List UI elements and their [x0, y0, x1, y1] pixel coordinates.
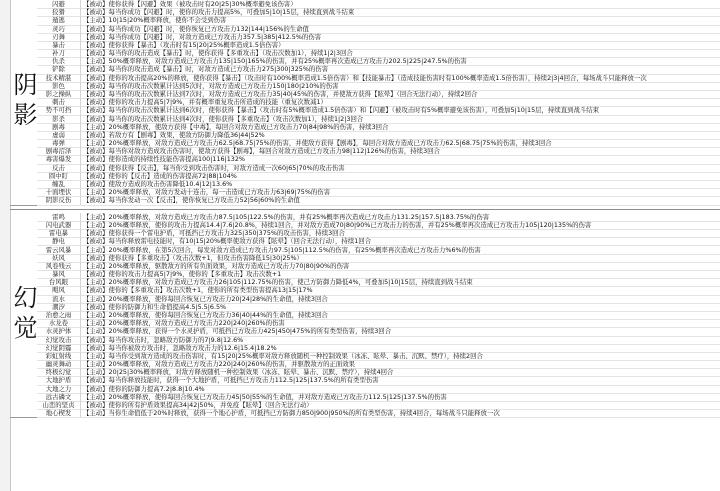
- skill-name-cell[interactable]: 山峦的坚贞: [37, 401, 81, 409]
- skill-description-cell[interactable]: 【被动】使你的所有护盾效果提高34|42|50%，并免疫【眩晕】（回合无法行动）: [83, 400, 313, 409]
- skill-description-cell[interactable]: 【被动】使你获得【反击】，每当你受到攻击伤害时，对敌方造成一次60|65|70%的攻击伤害: [83, 163, 345, 172]
- skill-description-cell[interactable]: 【被动】每当你的攻击次数累计达到6次时，使你获得【暴击】（攻击时有5%概率造成1.5倍伤害）和【闪避】（被攻击时有5%概率避免该伤害），可叠加5|10|15层，持续直到战斗结束: [83, 106, 600, 115]
- skill-description-cell[interactable]: 【被动】每当你对敌方造成攻击伤害时，使敌方获得【剧毒】，每回合对敌方造成已方攻击力98|112|126%的伤害，持续3回合: [83, 147, 440, 156]
- skill-name-cell[interactable]: 飓风: [37, 286, 81, 294]
- skill-name-cell[interactable]: 治愈之雨: [37, 311, 81, 319]
- row-number: [0, 98, 10, 106]
- skill-name-cell[interactable]: 铲除: [37, 65, 81, 73]
- skill-name-cell[interactable]: 大地护盾: [37, 376, 81, 384]
- skill-description-cell[interactable]: 【主动】20%概率释放，对敌方发动十连击，每一击造成已方攻击力63|69|75%的伤害: [83, 188, 331, 197]
- skill-description-cell[interactable]: 【主动】10|15|20%概率释放，使你不会受到伤害: [83, 16, 227, 25]
- row-number: [0, 213, 10, 221]
- skill-name-cell[interactable]: 暴击: [37, 41, 81, 49]
- row-number: [0, 246, 10, 254]
- skill-description-cell[interactable]: 【主动】20%概率释放，使你每回合恢复已方攻击力20|24|28%的生命值，持续3回合: [83, 294, 328, 303]
- skill-description-cell[interactable]: 【被动】使敌方造成的攻击伤害降低10.4|12|13.6%: [83, 180, 233, 189]
- skill-description-cell[interactable]: 【被动】使你的攻击力提高5|7|9%，使你的【多重攻击】攻击次数+1: [83, 270, 282, 279]
- skill-description-cell[interactable]: 【主动】20%概率释放，对敌方造成已方攻击力220|240|260%的伤害，并驱散敌方的正面效果: [83, 360, 356, 369]
- skill-description-cell[interactable]: 【主动】20%概率释放，使你每回合恢复已方攻击力45|50|55%的生命值，并对敌方造成已方攻击力112.5|125|137.5%的伤害: [83, 392, 447, 401]
- skill-name-cell[interactable]: 大地之力: [37, 385, 81, 393]
- row-number: [0, 393, 10, 401]
- row-number: [0, 327, 10, 335]
- skill-description-cell[interactable]: 【被动】每当你发动一次【反击】，使你恢复已方攻击力52|56|60%的生命值: [83, 196, 300, 205]
- skill-description-cell[interactable]: 【被动】使你的攻击力提高5|7|9%，并有概率重复攻击所造成的技能（重复次数减1）: [83, 98, 327, 107]
- skill-description-cell[interactable]: 【主动】20|25|30%概率释放，对敌方释放随机一种控制效果（冰冻、眩晕、暴击、沉默、禁疗），持续4回合: [83, 368, 394, 377]
- row-number: [0, 115, 10, 123]
- skill-description-cell[interactable]: 【被动】每当你的攻击次数累计达到7次时，对敌方造成已方攻击力35|40|45%的伤害，并使敌方获得【眩晕】（回合无法行动），持续2回合: [83, 90, 478, 99]
- row-number: [0, 270, 10, 278]
- table-row[interactable]: [37, 196, 720, 205]
- skill-name-cell[interactable]: 刺击: [37, 98, 81, 106]
- skill-name-cell[interactable]: 技术精湛: [37, 74, 81, 82]
- row-number: [0, 368, 10, 376]
- row-number: [0, 172, 10, 180]
- row-number: [0, 303, 10, 311]
- skill-name-cell[interactable]: 流水: [37, 295, 81, 303]
- skill-description-cell[interactable]: 【被动】每当你释放雷电技能时，有10|15|20%概率使敌方获得【眩晕】（回合无法行动），持续1回合: [83, 237, 372, 246]
- row-number: [0, 65, 10, 73]
- skill-description-cell[interactable]: 【被动】每当你攻击时，忽略敌方防御力的7|9.8|12.6%: [83, 335, 244, 344]
- skill-name-cell[interactable]: 刃舞: [37, 33, 81, 41]
- skill-description-cell[interactable]: 【主动】20%概率释放，使你的攻击力提高14.4|7.6|20.8%，持续1回合，并对敌方造成70|80|90%已方攻击力的伤害，并有25%概率再次造成已方攻击力105|120|135%的伤害: [83, 220, 592, 229]
- category-title: 阴影: [9, 72, 37, 133]
- skill-name-cell[interactable]: 阴影反伤: [37, 196, 81, 204]
- skill-name-cell[interactable]: 彩虹射线: [37, 352, 81, 360]
- row-number: [0, 41, 10, 49]
- skill-description-cell[interactable]: 【主动】20%概率释放，使你每回合恢复已方攻击力36|40|44%的生命值，持续3回合: [83, 310, 328, 319]
- skill-name-cell[interactable]: 毒害爆发: [37, 155, 81, 163]
- skill-name-cell[interactable]: 遁逃: [37, 16, 81, 24]
- row-number: [0, 188, 10, 196]
- skill-name-cell[interactable]: 静电: [37, 237, 81, 245]
- skill-name-cell[interactable]: 闪电武器: [37, 221, 81, 229]
- skill-name-cell[interactable]: 仇杀: [37, 57, 81, 65]
- skill-description-cell[interactable]: 【被动】使你的【多重攻击】攻击次数+1，使你的所有类型伤害提高13|15|17%: [83, 286, 313, 295]
- row-number: [0, 57, 10, 65]
- skill-name-cell[interactable]: 潮汐: [37, 303, 81, 311]
- row-number: [0, 74, 10, 82]
- skill-name-cell[interactable]: 地心楔发: [37, 409, 81, 417]
- skill-description-cell[interactable]: 【主动】20%概率释放，对敌方造成已方攻击力220|240|260%的伤害: [83, 319, 285, 328]
- skill-name-cell[interactable]: 雷云风暴: [37, 246, 81, 254]
- row-number: [0, 376, 10, 384]
- row-number: [0, 139, 10, 147]
- skill-name-cell[interactable]: 灵巧: [37, 25, 81, 33]
- skill-description-cell[interactable]: 【被动】每当你的攻击次数累计达到5次时，对敌方造成已方攻击力150|180|210%的伤害: [83, 81, 339, 90]
- row-number: [0, 401, 10, 409]
- skill-description-cell[interactable]: 【被动】使你的防御力和生命值提高4.5|5.5|6.5%: [83, 302, 227, 311]
- skill-name-cell[interactable]: 剧毒: [37, 123, 81, 131]
- skill-description-cell[interactable]: 【被动】使你获得一个雷电护盾，可抵挡已方攻击力325|350|375%的攻击伤害，持续3回合: [83, 229, 345, 238]
- skill-description-cell[interactable]: 【被动】使你的防御力提高7.2|8.8|10.4%: [83, 384, 205, 393]
- skill-description-cell[interactable]: 【被动】使你获得【闪避】效果（被攻击时有20|25|30%概率避免该伤害）: [83, 0, 297, 8]
- skill-description-cell[interactable]: 【主动】20%概率释放，对敌方造成已方攻击力87.5|105|122.5%的伤害，并有25%概率再次造成已方攻击力131.25|157.5|183.75%的伤害: [83, 212, 490, 221]
- group-divider: [10, 209, 720, 210]
- skill-description-cell[interactable]: 【被动】每当你的攻击造成【暴击】时，对敌方造成已方攻击力275|300|325%的伤害: [83, 65, 329, 74]
- row-number: [0, 319, 10, 327]
- skill-name-cell[interactable]: 影之操纵: [37, 90, 81, 98]
- row-number: [0, 254, 10, 262]
- skill-name-cell[interactable]: 水龙卷: [37, 319, 81, 327]
- row-number: [0, 278, 10, 286]
- row-number: [0, 336, 10, 344]
- skill-name-cell[interactable]: 影色: [37, 82, 81, 90]
- row-number: [0, 180, 10, 188]
- skill-name-cell[interactable]: 圆中盯: [37, 172, 81, 180]
- row-number: [0, 352, 10, 360]
- row-number: [0, 237, 10, 245]
- skill-name-cell[interactable]: 远古磷文: [37, 393, 81, 401]
- skill-name-cell[interactable]: 反击: [37, 164, 81, 172]
- skill-name-cell[interactable]: 风卷残云: [37, 262, 81, 270]
- skill-description-cell[interactable]: 【主动】50%概率释放，对敌方造成已方攻击力135|150|165%的伤害，并有25%概率再次造成已方攻击力202.5|225|247.5%的伤害: [83, 57, 467, 66]
- skill-name-cell[interactable]: 缠乱: [37, 180, 81, 188]
- skill-description-cell[interactable]: 【被动】每当你成功【闪避】时，使你恢复已方攻击力132|144|156%的生命值: [83, 24, 309, 33]
- skill-name-cell[interactable]: 势不可挡: [37, 106, 81, 114]
- skill-description-cell[interactable]: 【主动】20%概率释放，对敌方造成已方攻击力26|105|112.75%的伤害，使己方防御力降低4%，可叠加5|10|15层，持续直到战斗结束: [83, 278, 473, 287]
- skill-name-cell[interactable]: 台风眼: [37, 278, 81, 286]
- skill-description-cell[interactable]: 【主动】20%概率释放，获得一个水灵护盾，可抵挡已方攻击力425|450|475%的所有类型伤害，持续3回合: [83, 327, 392, 336]
- skill-description-cell[interactable]: 【被动】每当你释放技能时，获得一个大地护盾，可抵挡已方攻击力112.5|125|137.5%的所有类型伤害: [83, 376, 379, 385]
- row-number: [0, 229, 10, 237]
- row-number: [0, 409, 10, 417]
- row-number: [0, 82, 10, 90]
- skill-description-cell[interactable]: 【被动】使你的【反击】造成的伤害提高72|88|104%: [83, 171, 237, 180]
- row-number: [0, 360, 10, 368]
- skill-description-cell[interactable]: 【主动】20%概率释放，使敌方获得【中毒】，每回合对敌方造成已方攻击力70|84|98%的伤害，持续3回合: [83, 122, 389, 131]
- skill-name-cell[interactable]: 妖风: [37, 254, 81, 262]
- skill-name-cell[interactable]: 幻觉攻击: [37, 336, 81, 344]
- table-row[interactable]: [37, 409, 720, 418]
- skill-description-cell[interactable]: 【主动】20%概率释放，在第5次回合，每发对敌方造成已方攻击力97.5|105|112.5%的伤害，有25%概率再次造成已方攻击力%6%的伤害: [83, 245, 481, 254]
- row-number: [0, 164, 10, 172]
- skill-name-cell[interactable]: 雷鸣: [37, 213, 81, 221]
- skill-description-cell[interactable]: 【被动】使你获得【多重攻击】（攻击次数+1，但攻击伤害降低15|30|25%）: [83, 253, 303, 262]
- row-number: [0, 221, 10, 229]
- skill-name-cell[interactable]: 补刀: [37, 49, 81, 57]
- row-number: [0, 196, 10, 204]
- row-number: [0, 33, 10, 41]
- skill-name-cell[interactable]: 虚弱: [37, 131, 81, 139]
- row-number: [0, 147, 10, 155]
- row-number: [0, 123, 10, 131]
- skill-description-cell[interactable]: 【被动】每当你的攻击次数累计达到4次时，使你获得【多重攻击】（攻击次数加1），持续1|2|3回合: [83, 114, 364, 123]
- row-number: [0, 155, 10, 163]
- row-number: [0, 262, 10, 270]
- skill-name-cell[interactable]: 终极幻觉: [37, 368, 81, 376]
- skill-name-cell[interactable]: 闪避: [37, 0, 81, 8]
- row-number: [0, 344, 10, 352]
- category-label-cell[interactable]: [10, 213, 37, 419]
- skill-name-cell[interactable]: 雷电暴: [37, 229, 81, 237]
- skill-description-cell[interactable]: 【主动】20%概率释放，驱散敌方的所有负面效果，对敌方造成已方攻击力70|80|90%的伤害: [83, 261, 350, 270]
- skill-name-cell[interactable]: 暴风: [37, 270, 81, 278]
- skill-description-cell[interactable]: 【被动】每当你的攻击造成【暴击】时，使你获得【多重攻击】（攻击次数加1），持续1|2|3回合: [83, 49, 353, 58]
- category-label-cell[interactable]: [10, 0, 37, 206]
- skill-name-cell[interactable]: 影杀: [37, 115, 81, 123]
- skill-name-cell[interactable]: 十面埋伏: [37, 188, 81, 196]
- row-number: [0, 25, 10, 33]
- row-number: [0, 16, 10, 24]
- skill-name-cell[interactable]: 毒弹: [37, 139, 81, 147]
- row-number: [0, 311, 10, 319]
- skill-name-cell[interactable]: 幽灵舞动: [37, 360, 81, 368]
- skill-description-cell[interactable]: 【被动】使你获得【暴击】（攻击时有15|20|25%概率造成1.5倍伤害）: [83, 40, 285, 49]
- skill-description-cell[interactable]: 【被动】若敌方有【剧毒】效果，使敌方防御力降低36|44|52%: [83, 130, 265, 139]
- row-number: [0, 0, 10, 8]
- category-title: 幻觉: [9, 285, 37, 346]
- skill-description-cell[interactable]: 【被动】每当你成功【闪避】时，使你的攻击力提高5%，可叠加5|10|15层，持续直到战斗结束: [83, 8, 355, 17]
- skill-name-cell[interactable]: 剧毒沼泽: [37, 147, 81, 155]
- skill-description-cell[interactable]: 【主动】20%概率释放，对敌方造成已方攻击力62.5|68.75|75%的伤害，并使敌方获得【剧毒】，每回合对敌方造成已方攻击力62.5|68.75|75%的伤害，持续3回合: [83, 139, 552, 148]
- skill-name-cell[interactable]: 狡猾: [37, 8, 81, 16]
- skill-name-cell[interactable]: 幻觉阴霾: [37, 344, 81, 352]
- skill-description-cell[interactable]: 【被动】每当你成功【闪避】时，对敌方造成已方攻击力357.5|385|412.5%的伤害: [83, 32, 322, 41]
- row-number: [0, 131, 10, 139]
- row-number: [0, 90, 10, 98]
- skill-name-cell[interactable]: 水灵护体: [37, 327, 81, 335]
- row-number: [0, 286, 10, 294]
- skill-description-cell[interactable]: 【被动】每当你被敌方攻击时，忽略敌方攻击力的12.6|15.4|18.2%: [83, 343, 277, 352]
- row-number: [0, 385, 10, 393]
- skill-description-cell[interactable]: 【主动】每当你受到敌方造成的攻击伤害时，有15|20|25%概率对敌方释放随机一种控制效果（冰冻、眩晕、暴击、沉默、禁疗），持续2回合: [83, 351, 483, 360]
- row-number: [0, 8, 10, 16]
- row-number: [0, 106, 10, 114]
- row-number: [0, 295, 10, 303]
- skill-description-cell[interactable]: 【被动】使你造成的持续性技能伤害提高100|116|132%: [83, 155, 246, 164]
- skill-description-cell[interactable]: 【主动】当你生命值低于20%时释放，获得一个地心护盾，可抵挡已方防御力850|900|950%的所有类型伤害，持续4回合，每场战斗只能释放一次: [83, 409, 500, 418]
- skill-description-cell[interactable]: 【被动】使你的攻击提高20%的释放，使你获得【暴击】（攻击时有100%概率造成1.5倍伤害）和【技能暴击】（造成技能伤害时有100%概率造成1.5倍伤害），持续2|3|4回合，每场战斗只能释放一次: [83, 73, 647, 82]
- row-number: [0, 49, 10, 57]
